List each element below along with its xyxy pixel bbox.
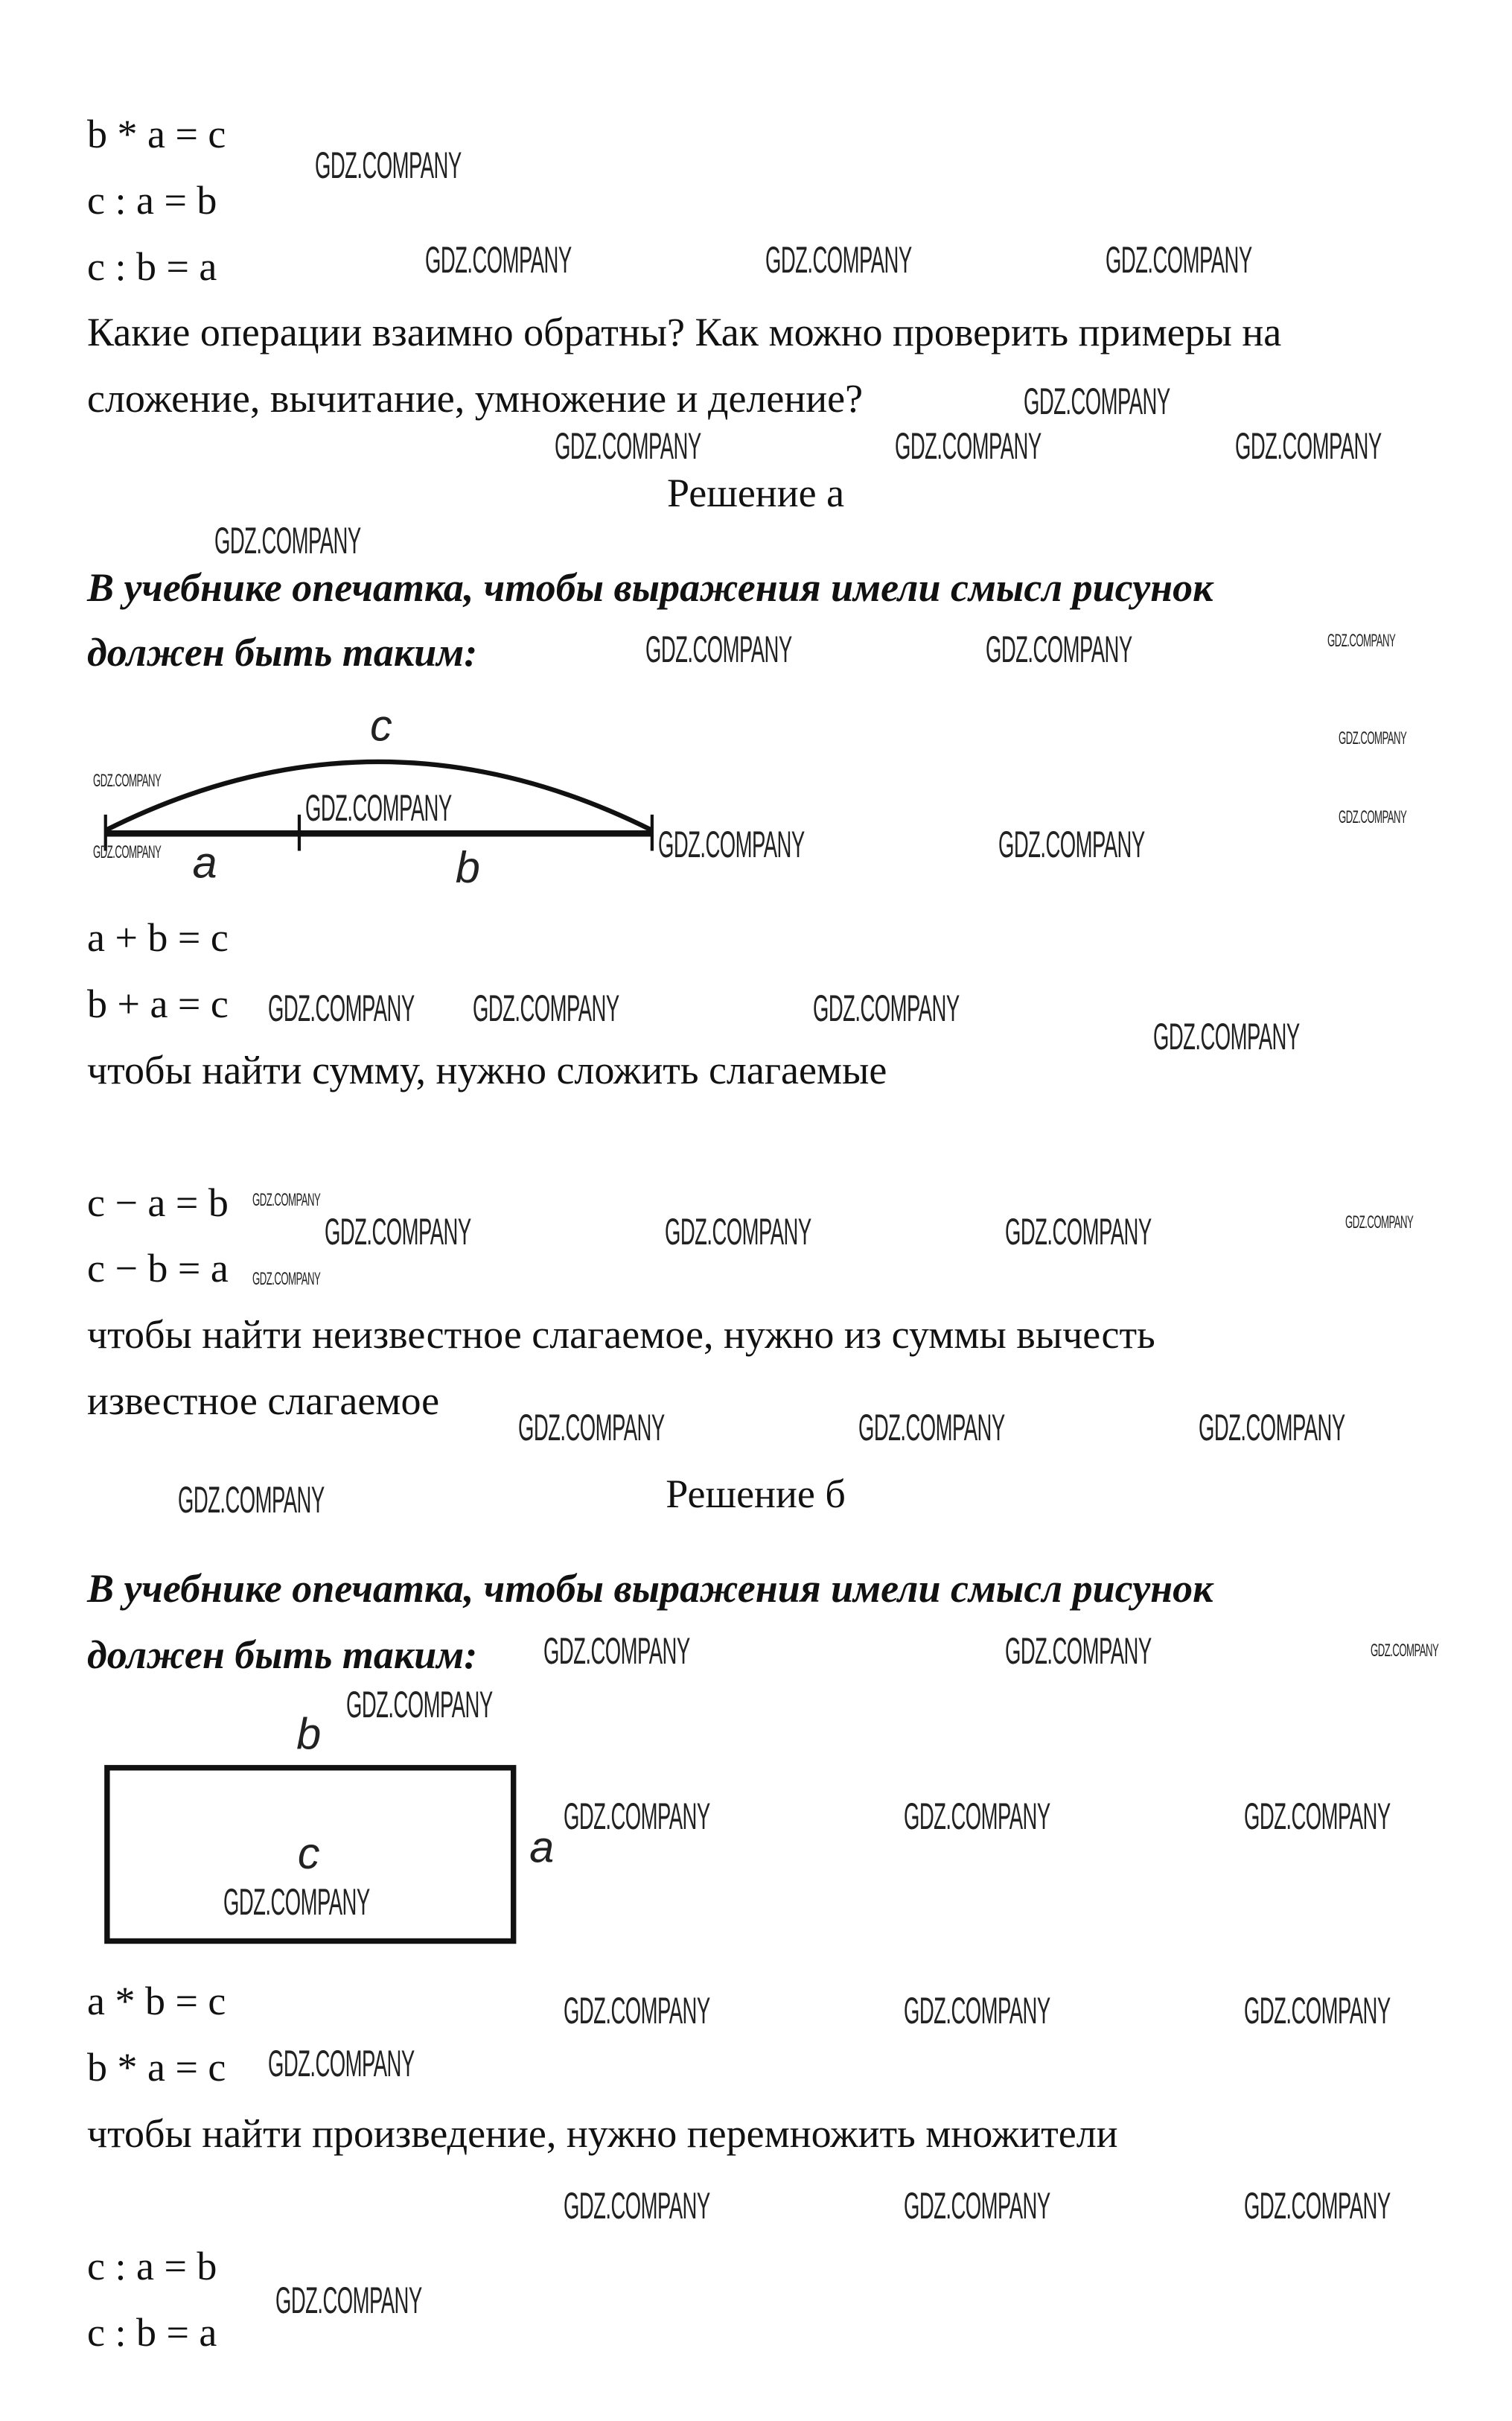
watermark: GDZ.COMPANY [267,987,415,1029]
watermark: GDZ.COMPANY [543,1630,690,1673]
question-text: Какие операции взаимно обратны? Как можно проверить примеры на [87,310,1282,354]
label-a: a [529,1822,555,1872]
watermark: GDZ.COMPANY [658,823,805,865]
watermark: GDZ.COMPANY [1370,1641,1438,1661]
label-b: b [296,1708,322,1759]
watermark: GDZ.COMPANY [472,987,619,1029]
watermark: GDZ.COMPANY [324,1211,471,1253]
label-a: a [192,837,217,888]
equation: c : a = b [87,178,217,223]
rule-text: чтобы найти сумму, нужно сложить слагаемые [87,1048,887,1092]
watermark: GDZ.COMPANY [92,771,162,792]
note-text: В учебнике опечатка, чтобы выражения имели смысл рисунок [87,1566,1213,1611]
watermark: GDZ.COMPANY [564,1795,711,1838]
watermark: GDZ.COMPANY [1244,2184,1391,2227]
note-text: должен быть таким: [87,1632,478,1677]
watermark: GDZ.COMPANY [252,1268,320,1289]
watermark: GDZ.COMPANY [267,2043,415,2085]
watermark: GDZ.COMPANY [1244,1795,1391,1838]
equation: c : a = b [87,2244,217,2288]
watermark: GDZ.COMPANY [564,1989,711,2032]
watermark: GDZ.COMPANY [1344,1212,1413,1232]
equation: c : b = a [87,2310,217,2355]
watermark: GDZ.COMPANY [904,1989,1051,2032]
rule-text: чтобы найти неизвестное слагаемое, нужно из суммы вычесть [87,1312,1155,1357]
label-b: b [455,842,480,892]
equation: a * b = c [87,1979,226,2023]
watermark: GDZ.COMPANY [425,239,572,281]
note-text: должен быть таким: [87,630,478,675]
watermark: GDZ.COMPANY [904,2184,1051,2227]
equation: b * a = c [87,2045,226,2090]
watermark: GDZ.COMPANY [1004,1630,1152,1673]
equation: b * a = c [87,112,226,156]
watermark: GDZ.COMPANY [765,239,912,281]
watermark: GDZ.COMPANY [1152,1016,1300,1058]
watermark: GDZ.COMPANY [1327,631,1396,652]
watermark: GDZ.COMPANY [1339,728,1407,749]
watermark: GDZ.COMPANY [904,1795,1051,1838]
watermark: GDZ.COMPANY [664,1211,811,1253]
solution-heading-b: Решение б [666,1472,846,1516]
equation: a + b = c [87,915,229,960]
watermark: GDZ.COMPANY [305,787,453,830]
watermark: GDZ.COMPANY [1339,807,1407,827]
watermark: GDZ.COMPANY [275,2279,422,2321]
rule-text: чтобы найти произведение, нужно перемножить множители [87,2111,1118,2156]
watermark: GDZ.COMPANY [554,424,701,467]
watermark: GDZ.COMPANY [1234,424,1382,467]
watermark: GDZ.COMPANY [998,823,1145,865]
watermark: GDZ.COMPANY [812,987,960,1029]
label-c: c [370,700,392,751]
watermark: GDZ.COMPANY [1106,239,1252,281]
watermark: GDZ.COMPANY [223,1880,371,1923]
watermark: GDZ.COMPANY [315,144,462,187]
watermark: GDZ.COMPANY [1244,1989,1391,2032]
note-text: В учебнике опечатка, чтобы выражения имели смысл рисунок [87,565,1213,610]
watermark: GDZ.COMPANY [1004,1211,1152,1253]
equation: c − a = b [87,1180,229,1225]
watermark: GDZ.COMPANY [858,1406,1005,1448]
watermark: GDZ.COMPANY [178,1479,325,1521]
equation: c : b = a [87,244,217,289]
watermark: GDZ.COMPANY [92,842,162,862]
watermark: GDZ.COMPANY [894,424,1042,467]
watermark: GDZ.COMPANY [986,628,1133,670]
watermark: GDZ.COMPANY [346,1684,494,1726]
watermark: GDZ.COMPANY [564,2184,711,2227]
label-c: c [297,1828,320,1879]
solution-heading-a: Решение а [666,471,845,515]
watermark: GDZ.COMPANY [518,1406,665,1448]
watermark: GDZ.COMPANY [1024,381,1170,423]
watermark: GDZ.COMPANY [252,1190,320,1211]
question-text: сложение, вычитание, умножение и деление? [87,376,864,421]
watermark: GDZ.COMPANY [1198,1406,1345,1448]
watermark: GDZ.COMPANY [645,628,793,670]
equation: c − b = a [87,1246,229,1291]
watermark: GDZ.COMPANY [214,519,361,561]
rule-text: известное слагаемое [87,1378,440,1423]
equation: b + a = c [87,982,229,1026]
